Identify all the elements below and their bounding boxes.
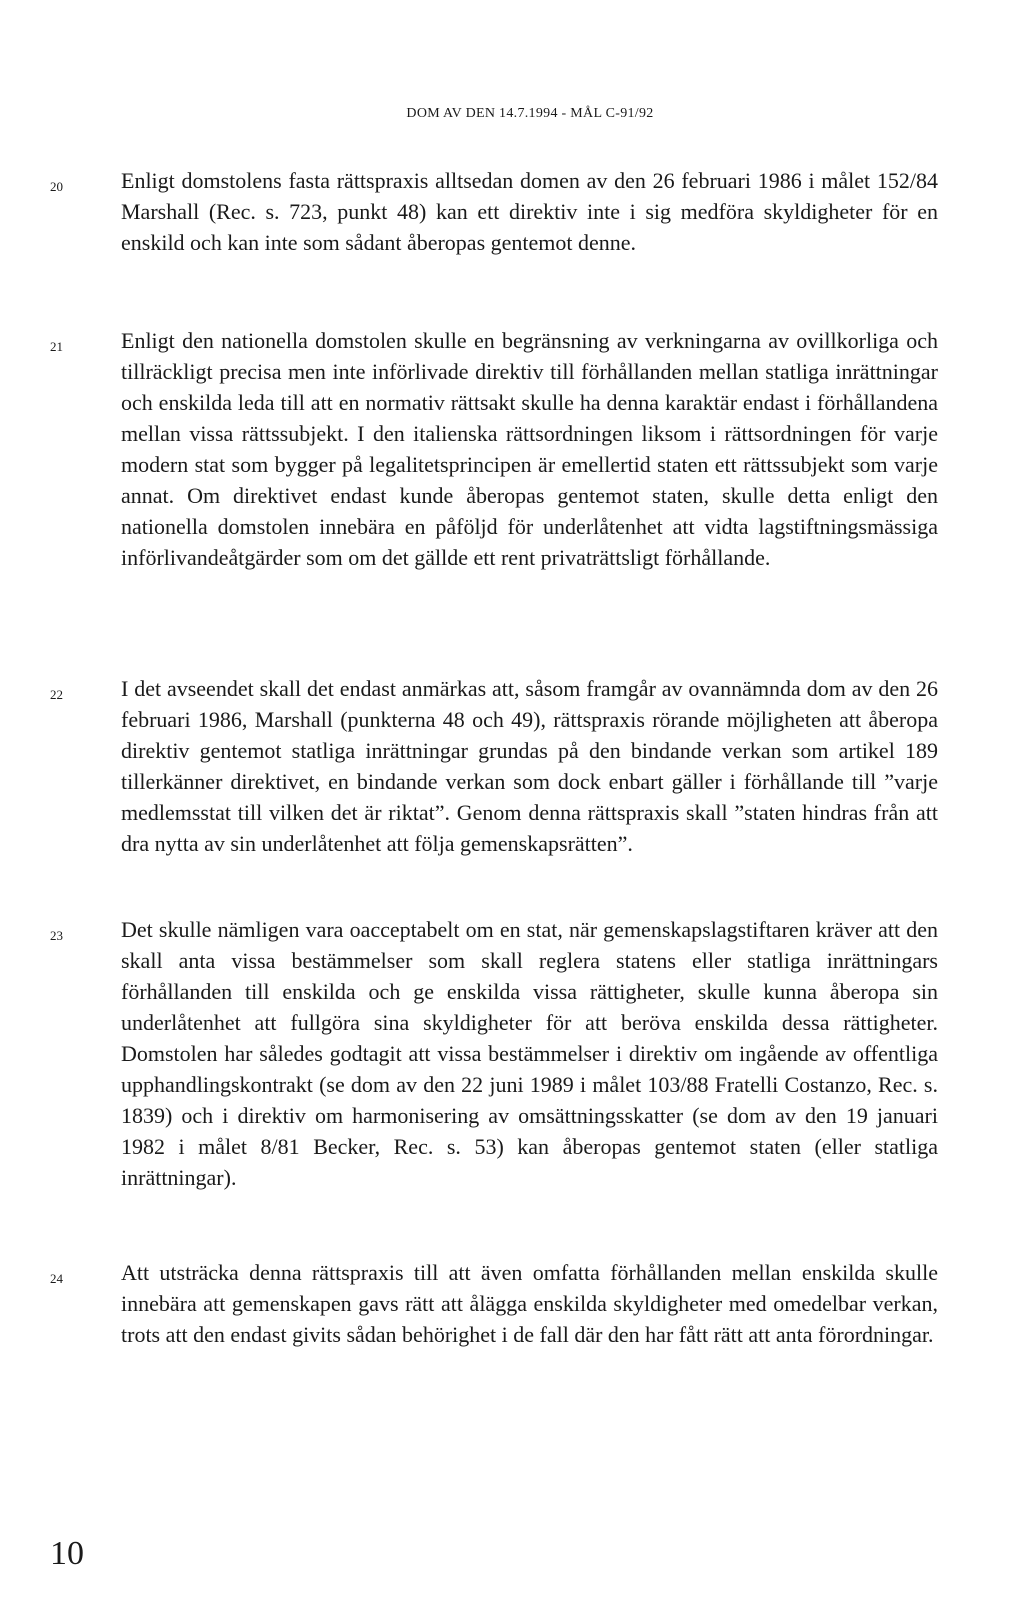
paragraph-number: 23 [50, 928, 63, 943]
paragraph-text: Enligt domstolens fasta rättspraxis alltsedan domen av den 26 februari 1986 i målet 152/84 Marshall (Rec. s. 723, punkt 48) kan ett direktiv inte i sig medföra skyldigheter för en enskild och kan inte som sådant åberopas gentemot denne. [121, 168, 938, 255]
paragraph-number: 21 [50, 339, 63, 354]
paragraph-number: 24 [50, 1271, 63, 1286]
paragraph-text: I det avseendet skall det endast anmärkas att, såsom framgår av ovannämnda dom av den 26 februari 1986, Marshall (punkterna 48 och 49), rättspraxis rörande möjligheten att åberopa direktiv gentemot statliga inrättningar grundas på den bindande verkan som artikel 189 tillerkänner direktivet, en bindande verkan som dock enbart gäller i förhållande till ”varje medlemsstat till vilken det är riktat”. Genom denna rättspraxis skall ”staten hindras från att dra nytta av sin underlåtenhet att följa gemenskapsrätten”. [121, 676, 938, 856]
paragraph-text: Enligt den nationella domstolen skulle en begränsning av verkningarna av ovillkorliga och tillräckligt precisa men inte införlivade direktiv till förhållanden mellan statliga inrättningar och enskilda leda till att en normativ rättsakt skulle ha denna karaktär endast i förhållandena mellan vissa rättssubjekt. I den italienska rättsordningen liksom i rättsordningen för varje modern stat som bygger på legalitetsprincipen är emellertid staten ett rättssubjekt som varje annat. Om direktivet endast kunde åberopas gentemot staten, skulle detta enligt den nationella domstolen innebära en påföljd för underlåtenhet att vidta lagstiftningsmässiga införlivandeåtgärder som om det gällde ett rent privaträttsligt förhållande. [121, 328, 938, 570]
running-header [0, 106, 1024, 122]
paragraph-text: Det skulle nämligen vara oacceptabelt om en stat, när gemenskapslagstiftaren kräver att den skall anta vissa bestämmelser som skall reglera statens eller statliga inrättningars förhållanden till enskilda och ge enskilda vissa rättigheter, skulle kunna åberopa sin underlåtenhet att fullgöra sina skyldigheter för att beröva enskilda dessa rättigheter. Domstolen har således godtagit att vissa bestämmelser i direktiv om ingående av offentliga upphandlingskontrakt (se dom av den 22 juni 1989 i målet 103/88 Fratelli Costanzo, Rec. s. 1839) och i direktiv om harmonisering av omsättningsskatter (se dom av den 19 januari 1982 i målet 8/81 Becker, Rec. s. 53) kan åberopas gentemot staten (eller statliga inrättningar). [121, 917, 938, 1190]
running-title: DOM AV DEN 14.7.1994 - MÅL C-91/92 [406, 106, 654, 121]
page-number: 10 [50, 1535, 84, 1572]
paragraph-number: 20 [50, 179, 63, 194]
paragraph-text: Att utsträcka denna rättspraxis till att även omfatta förhållanden mellan enskilda skulle innebära att gemenskapen gavs rätt att ålägga enskilda skyldigheter med omedelbar verkan, trots att den endast givits sådan behörighet i de fall där den har fått rätt att anta förordningar. [121, 1260, 938, 1347]
paragraph-number: 22 [50, 687, 63, 702]
